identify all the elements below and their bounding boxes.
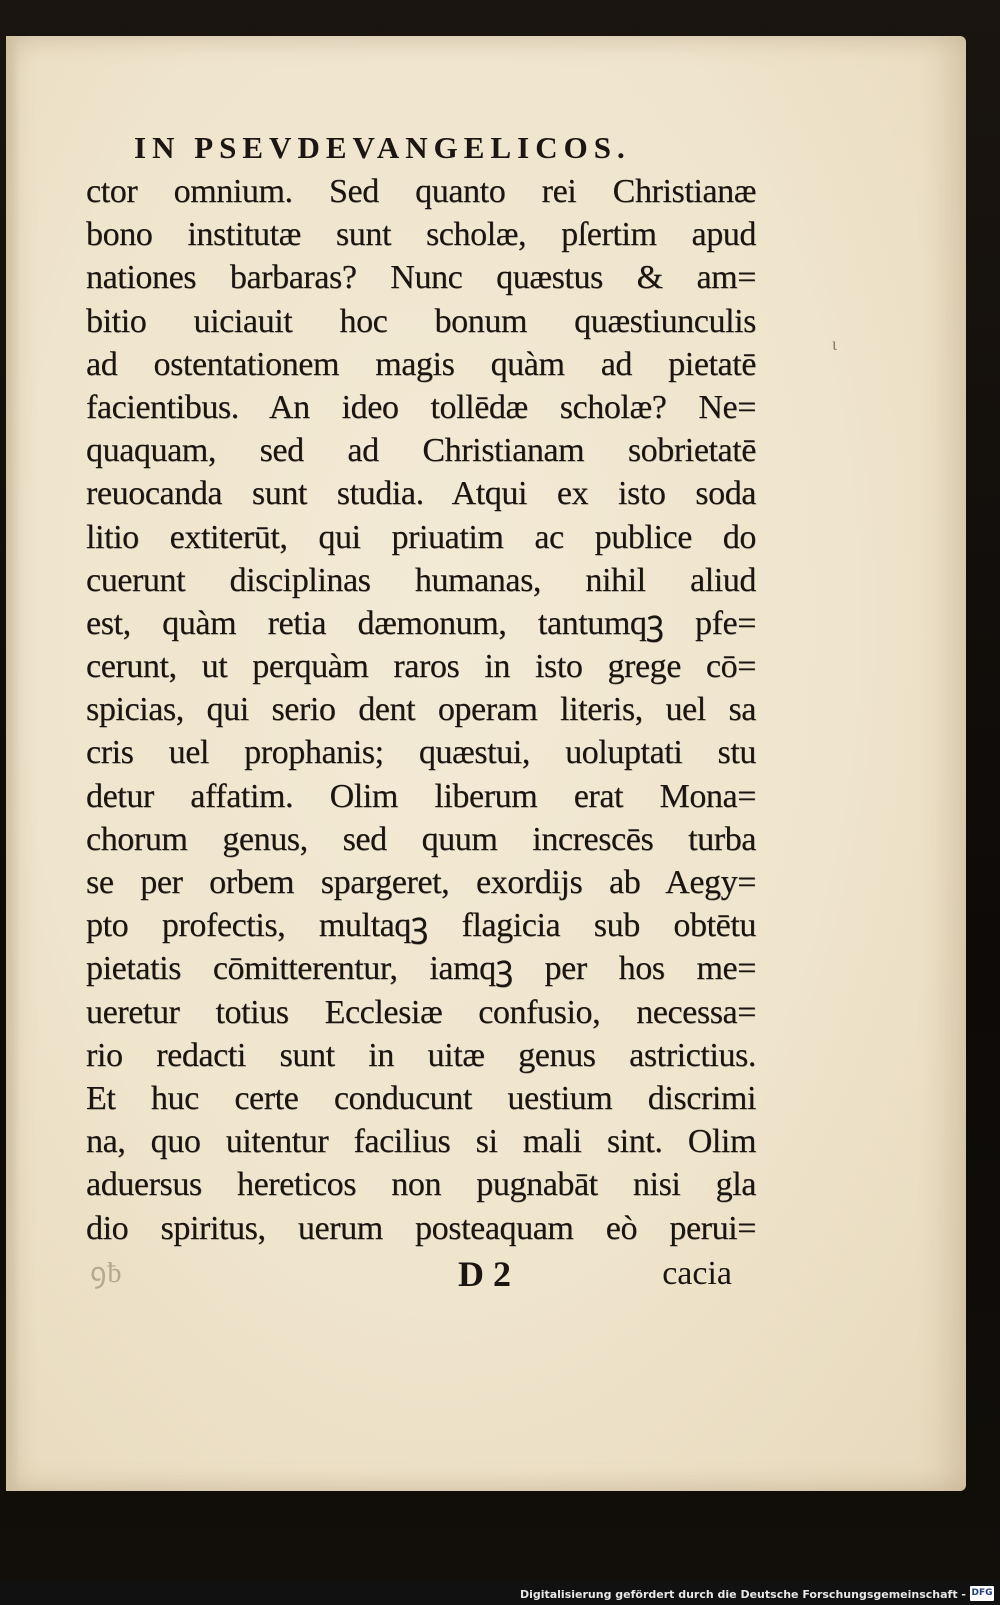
text-line: cris uel prophanis; quæstui, uoluptati stu	[86, 734, 756, 772]
text-line: litio extiterūt, qui priuatim ac publice do	[86, 518, 756, 556]
text-line: quaquam, sed ad Christianam sobrietatē	[86, 432, 756, 470]
text-line: facientibus. An ideo tollēdæ scholæ? Ne=	[86, 388, 756, 426]
text-line: bono institutæ sunt scholæ, pſertim apud	[86, 216, 756, 254]
book-page	[6, 36, 966, 1491]
text-line: spicias, qui serio dent operam literis, uel sa	[86, 691, 756, 729]
margin-mark: ι	[832, 334, 837, 354]
text-line: na, quo uitentur facilius si mali sint. Olim	[86, 1123, 756, 1161]
text-line: nationes barbaras? Nunc quæstus & am=	[86, 259, 756, 297]
text-line: aduersus hereticos non pugnabāt nisi gla	[86, 1166, 756, 1204]
text-line: rio redacti sunt in uitæ genus astrictius.	[86, 1036, 756, 1074]
text-line: se per orbem spargeret, exordijs ab Aegy=	[86, 864, 756, 901]
catchword: cacia	[662, 1254, 732, 1292]
credit-bar	[0, 1581, 1000, 1605]
page-gutter	[6, 36, 20, 1491]
text-line: est, quàm retia dæmonum, tantumqꝫ pfe=	[86, 604, 756, 642]
text-line: reuocanda sunt studia. Atqui ex isto soda	[86, 475, 756, 513]
text-line: ctor omnium. Sed quanto rei Christianæ	[86, 173, 756, 210]
bleed-through-mark: ꝯƀ	[90, 1257, 123, 1289]
text-line: detur affatim. Olim liberum erat Mona=	[86, 777, 756, 815]
funding-credit: Digitalisierung gefördert durch die Deutsche Forschungsgemeinschaft -	[519, 1588, 966, 1601]
dfg-logo: DFG	[970, 1586, 994, 1601]
running-head: IN PSEVDEVANGELICOS.	[134, 130, 631, 165]
text-line: cuerunt disciplinas humanas, nihil aliud	[86, 561, 756, 599]
body-text	[86, 170, 756, 1250]
signature-mark: D 2	[458, 1253, 511, 1294]
text-line: ueretur totius Ecclesiæ confusio, necessa=	[86, 993, 756, 1031]
text-block	[86, 126, 756, 1296]
text-line: chorum genus, sed quum increscēs turba	[86, 820, 756, 858]
text-line: Et huc certe conducunt uestium discrimi	[86, 1079, 756, 1117]
text-line: ad ostentationem magis quàm ad pietatē	[86, 345, 756, 383]
text-line: cerunt, ut perquàm raros in isto grege cō=	[86, 648, 756, 686]
text-line: dio spiritus, uerum posteaquam eò perui=	[86, 1209, 756, 1247]
page-footer	[86, 1252, 756, 1296]
text-line: pietatis cōmitterentur, iamqꝫ per hos me=	[86, 950, 756, 988]
text-line: pto profectis, multaqꝫ flagicia sub obtētu	[86, 907, 756, 945]
text-line: bitio uiciauit hoc bonum quæstiunculis	[86, 302, 756, 340]
